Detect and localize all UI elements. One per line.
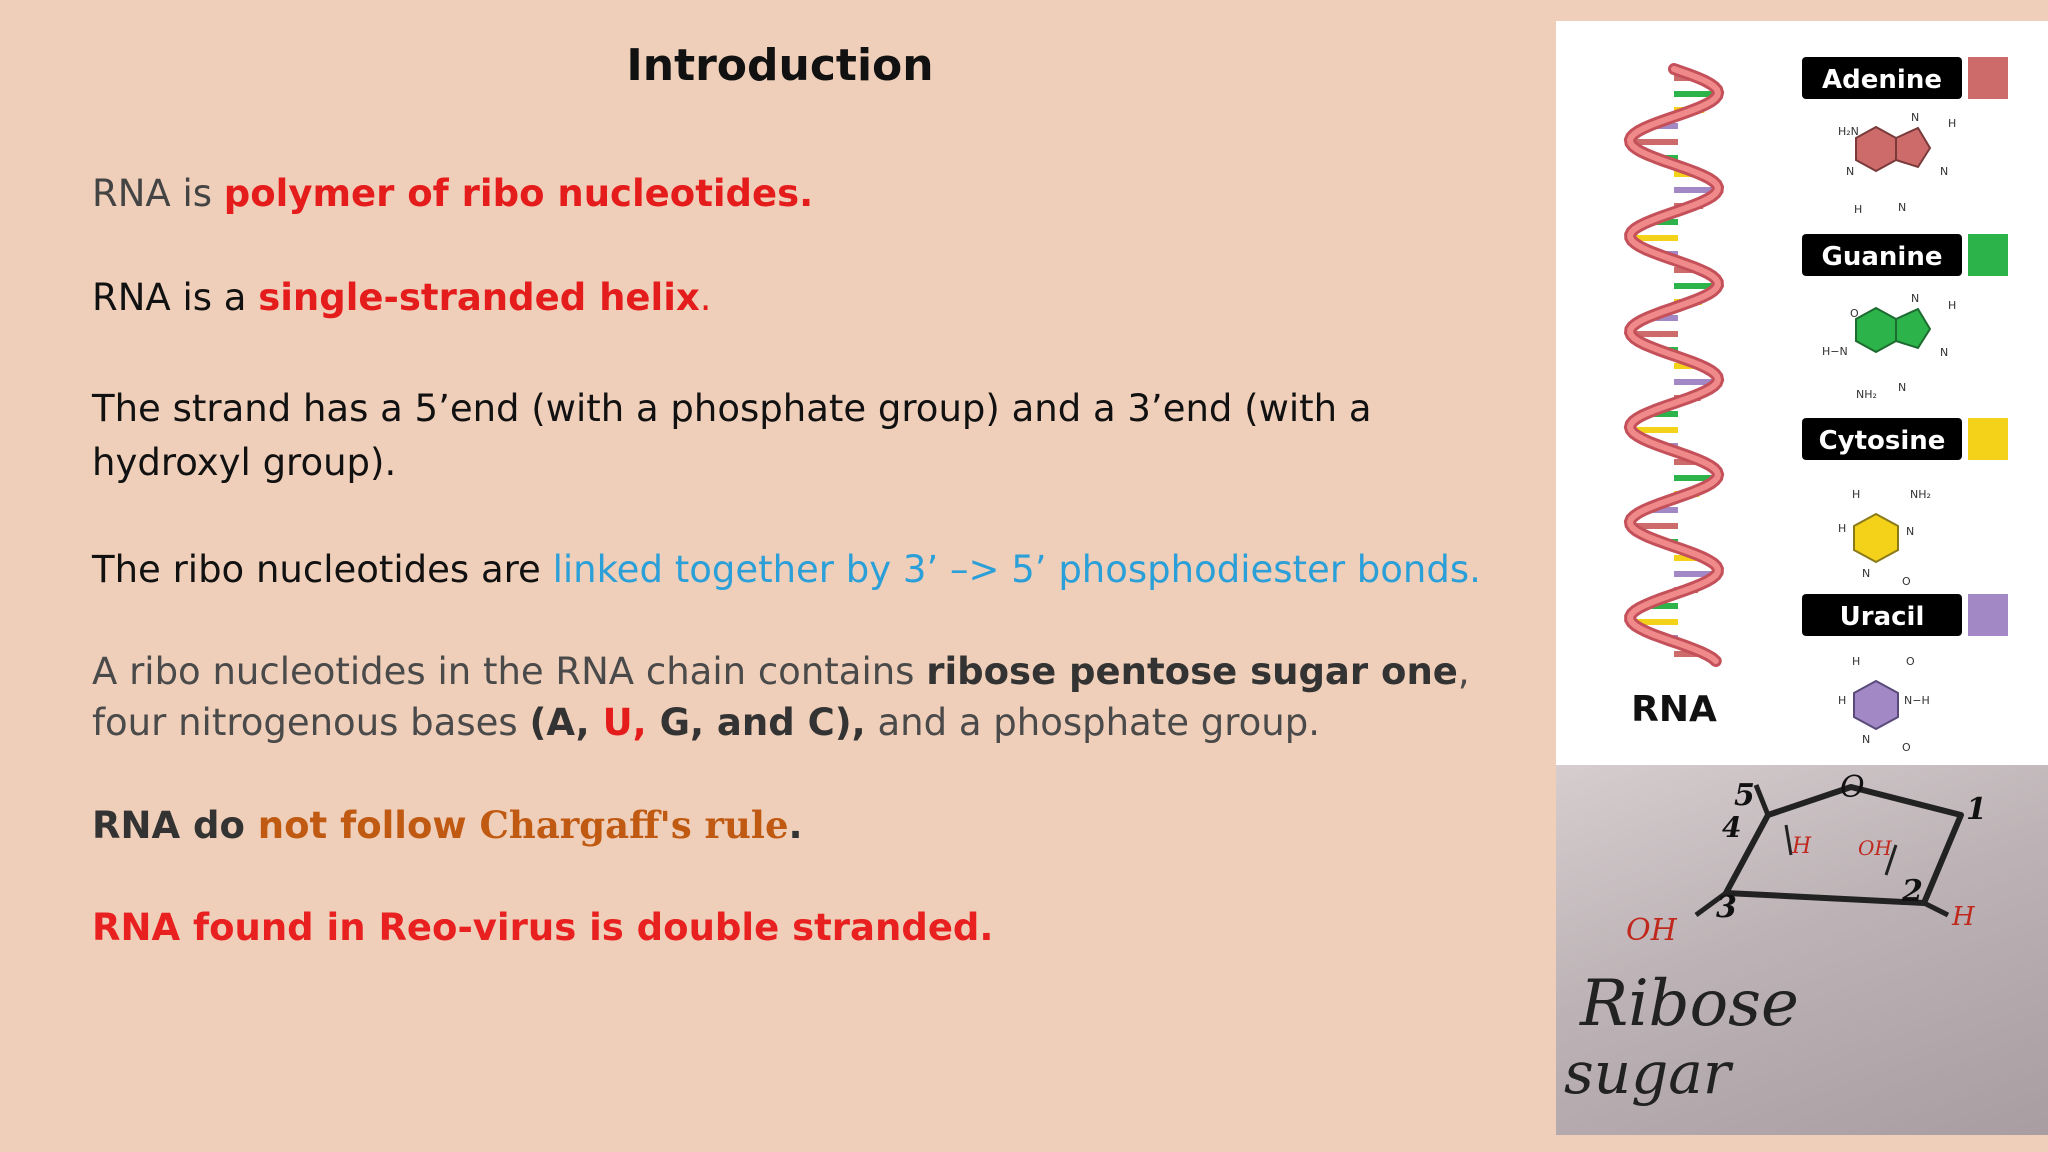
uracil-swatch [1968, 594, 2008, 636]
svg-text:H: H [1948, 117, 1957, 130]
svg-text:N: N [1898, 201, 1907, 214]
ribose-caption-line1: Ribose [1580, 967, 1799, 1041]
svg-text:H: H [1852, 488, 1861, 501]
bullet-polymer: RNA is polymer of ribo nucleotides. [92, 172, 814, 215]
svg-text:H: H [1838, 694, 1847, 707]
svg-text:N−H: N−H [1904, 694, 1930, 707]
svg-text:H: H [1854, 203, 1863, 216]
svg-text:4: 4 [1722, 811, 1742, 844]
rna-label: RNA [1631, 689, 1717, 730]
svg-text:3: 3 [1716, 890, 1737, 925]
guanine-swatch [1968, 234, 2008, 276]
svg-text:H: H [1792, 834, 1812, 859]
ribose-sugar-photo [1556, 765, 2048, 1135]
svg-text:N: N [1906, 525, 1915, 538]
svg-text:OH: OH [1626, 913, 1677, 948]
svg-text:O: O [1850, 307, 1859, 320]
svg-text:Guanine: Guanine [1821, 242, 1943, 272]
adenine-swatch [1968, 57, 2008, 99]
svg-text:Cytosine: Cytosine [1818, 426, 1946, 456]
adenine-structure [1838, 111, 1956, 216]
base-uracil [1802, 594, 2008, 636]
uracil-structure [1838, 655, 1930, 754]
svg-text:O: O [1902, 741, 1911, 754]
bullet-single-strand: RNA is a single-stranded helix. [92, 276, 712, 319]
svg-text:H: H [1952, 902, 1975, 932]
svg-text:O: O [1840, 770, 1865, 805]
bullet-chargaff: RNA do not follow Chargaff's rule. [92, 803, 803, 847]
svg-text:N: N [1846, 165, 1855, 178]
svg-text:2: 2 [1902, 874, 1923, 909]
base-guanine [1802, 234, 2008, 276]
bullet-strand-ends: The strand has a 5’end (with a phosphate group) and a 3’end (with a hydroxyl group). [92, 387, 1372, 484]
svg-text:O: O [1902, 575, 1911, 588]
svg-text:N: N [1898, 381, 1907, 394]
svg-text:NH₂: NH₂ [1910, 488, 1931, 501]
base-adenine [1802, 57, 2008, 99]
cytosine-structure [1838, 488, 1931, 588]
svg-text:O: O [1906, 655, 1915, 668]
svg-text:H₂N: H₂N [1838, 125, 1859, 138]
bullet-phosphodiester: The ribo nucleotides are linked together by 3’ –> 5’ phosphodiester bonds. [92, 548, 1481, 591]
svg-text:H−N: H−N [1822, 345, 1848, 358]
guanine-structure [1822, 292, 1956, 401]
bullet-reovirus: RNA found in Reo-virus is double stranded. [92, 906, 994, 949]
cytosine-swatch [1968, 418, 2008, 460]
svg-text:H: H [1948, 299, 1957, 312]
bullet-composition: A ribo nucleotides in the RNA chain contains ribose pentose sugar one, four nitrogenous bases (A, U, G, and C), and a phosphate group. [92, 650, 1470, 745]
rna-figure-svg [1556, 21, 2048, 765]
svg-text:1: 1 [1966, 792, 1987, 827]
base-cytosine [1802, 418, 2008, 460]
ribose-sugar-drawing [1556, 765, 2048, 1135]
svg-text:N: N [1940, 165, 1949, 178]
ribose-caption-line2: sugar [1564, 1039, 1731, 1107]
svg-text:N: N [1911, 292, 1920, 305]
rna-bases-figure [1556, 21, 2048, 765]
svg-text:N: N [1862, 733, 1871, 746]
svg-text:Uracil: Uracil [1839, 602, 1925, 632]
svg-text:5: 5 [1734, 778, 1755, 813]
svg-text:N: N [1911, 111, 1920, 124]
svg-text:OH: OH [1858, 836, 1892, 860]
svg-text:N: N [1940, 346, 1949, 359]
svg-text:NH₂: NH₂ [1856, 388, 1877, 401]
svg-text:Adenine: Adenine [1822, 65, 1942, 95]
slide-title: Introduction [626, 40, 934, 91]
svg-text:H: H [1838, 522, 1847, 535]
svg-text:H: H [1852, 655, 1861, 668]
svg-text:N: N [1862, 567, 1871, 580]
